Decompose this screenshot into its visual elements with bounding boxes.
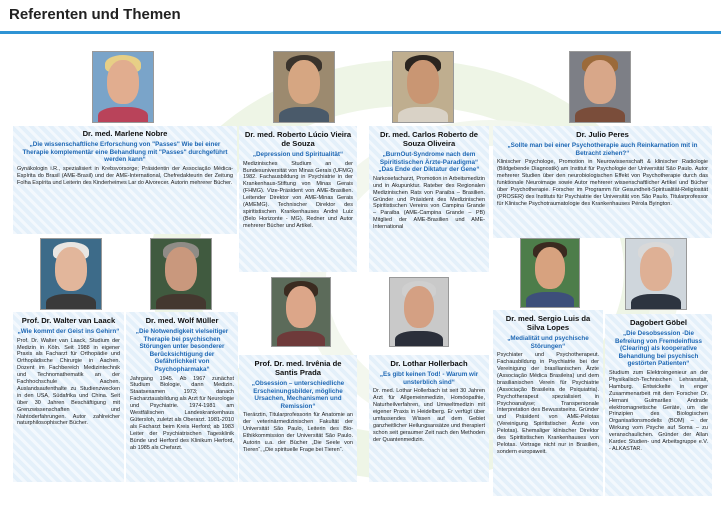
talk-title: „Es gibt keinen Tod! - Warum wir unsterblich sind“ [379,371,479,386]
speaker-name: Dr. med. Carlos Roberto de Souza Oliveira [380,130,478,148]
speaker-name: Dagobert Göbel [630,318,687,327]
speaker-card-oliveira [369,126,489,272]
speaker-photo-hollerbach [389,277,449,347]
speaker-card-lopes [493,310,603,496]
speaker-photo-oliveira [392,51,454,123]
talk-title: „Wie kommt der Geist ins Gehirn“ [17,328,120,335]
speaker-bio: Narkosefacharzt, Promotion in Arbeitsmedizin und in Akupunktur. Rateber des Regionalen Medizinischen Rats von Paraiba – Brasilien. Gründer und Präsident des Medizinischen Spiritistischen Vereins von Campina Grande – Paraiba (AME-Campina Grande – PB) Mitglied der AME-Brasilien und AME-International [373,175,485,231]
speaker-bio: Prof. Dr. Walter van Laack, Studium der Medizin in Köln. Seit 1988 in eigener Praxis als Facharzt für Orthopädie und Orthopädische Chirurgie in Aachen. Dozent im Fachbereich Medizintechnik und Technomathematik an der Fachhochschule Aachen. Auslandsaufenthalte zu Studienzwecken in den USA, Südafrika und China. Seit über 30 Jahren Beschäftigung mit Grenzwissenschaften und Nahtoderfahrungen. Autor zahlreicher naturphilosophischer Bücher. [17,337,120,427]
speaker-name: Dr. med. Marlene Nobre [82,129,168,138]
talk-title: „Die wissenschaftliche Erforschung von "Passes" Wie bei einer Therapie komplementär eine Behandlung mit "Passes" durchgeführt werden kann“ [22,141,228,164]
speaker-photo-prada [271,277,331,347]
talk-title: „Die Desobsession -Die Befreiung von Fremdeinfluss (Clearing) als kooperative Behandlung bei psychisch gestörten Patienten“ [614,330,703,368]
speaker-bio: Studium zum Elektroingenieur an der Physikalisch-Technischen Lehranstalt, Hamburg. Entwickelte in enger Zusammenarbeit mit dem Forscher Dr. Hernani Guimarães Andrade elektromagnetische Geräte, um die Prinzipien des Biologischen Organisationsmodells (BOM) – der Wirkung vom Psyche auf Soma – zu veranschaulichen. Gründer der Allan Kardec Studien- und Arbeitsgruppe e.V. - ALKASTAR. [609,369,708,452]
speaker-card-van-laack [13,312,124,482]
speaker-name: Prof. Dr. Walter van Laack [21,316,116,325]
talk-title: „Medialität und psychische Störungen“ [507,335,589,350]
speaker-name: Dr. med. Wolf Müller [145,316,219,325]
speaker-bio: Gynäkologin i.R., spezialisiert in Krebsvorsorge; Präsidentin der Associação Médica-Espírita do Brasil (AME-Brasil) und der AME-International, Chefredakteurin der Zeitung Folha Espírita und Leiterin des Kinderheimes Lar do Alvorecer. Autorin mehrerer Bücher. [17,165,233,186]
speaker-name: Prof. Dr. med. Irvênia de Santis Prada [254,359,342,377]
speaker-bio: Klinischer Psychologe, Promotion in Neurowissenschaft & klinischer Radiologie (Bildgebende Diagnostik) am Institut für Psychologie der Universität São Paulo. Autor mehrerer Studien über den neurobiologischen Effekt von Psychotherapie durch das funktionale Neuroimage sowie Autor mehrerer wissenschaftlicher Artikel und Bücher über Psychotherapie. Forscher im Programm für Gesundheit-Spiritualität-Religiosität (PROSER) des Instituts für Psychiatrie der Universität von São Paulo. Titularprofessor für Klinische Psychotraumatologie des Krankenhauses Pérola Byington. [497,159,708,207]
speaker-card-peres [493,126,712,238]
speaker-photo-lopes [520,238,580,308]
title-rule [0,31,721,34]
talk-title: „BurnOut-Syndrome nach dem Spiritistischen Ärzte-Paradigma“ „Das Ende der Diktatur der Gene“ [378,151,480,174]
speaker-name: Dr. Julio Peres [576,130,629,139]
speaker-name: Dr. med. Sergio Luis da Silva Lopes [505,314,591,332]
speaker-photo-mueller [150,238,212,310]
speaker-card-mueller [126,312,238,482]
speaker-card-vieira-de-souza [239,126,357,272]
speaker-bio: Psychiater und Psychotherapeut. Fachausbildung in Psychiatrie bei der Vereinigung der brasilianischen Ärzte (Associação Médica Brasileira) und dem brasilianischen Verein für Psychiatrie (Associação Brasileira de Psiquiatria). Psychotherapeut spezialisiert in Psychoanalyse; Transpersonale Interpretation des Bewusstseins. Gründer und Präsident von AME-Pelotas (Vereinigung Spiritistischer Ärzte von Pelotas). Ehemaliger klinischer Direktor des Spiritistischen Krankenhauses von Pelotas. Vortrage nicht nur in Brasilien, sondern europaweit. [497,352,599,455]
speaker-bio: Tierärztin, Titularprofessorin für Anatomie an der veterinärmedizinischen Fakultät der Universität São Paulo, Leiterin des Bio-Ethikkommission der Universität São Paulo. Autorin u.a. der Bücher „Die Seele von Tieren“, „Die spirituelle Frage bei Tieren“. [243,412,353,453]
talk-title: „Sollte man bei einer Psychotherapie auch Reinkarnation mit in Betracht ziehen?“ [507,142,698,157]
speaker-card-nobre [13,126,237,234]
speaker-photo-van-laack [40,238,102,310]
talk-title: „Obsession – unterschiedliche Erscheinungsbilder, mögliche Ursachen, Mechanismen und Remission“ [251,380,345,410]
speaker-card-goebel [605,314,712,496]
page-title: Referenten und Themen [9,6,181,23]
speaker-bio: Jahrgang 1945. Ab 1967 zunächst Studium Biologie, dann Medizin. Staatsexamen 1973; danach Facharztausbildung als Arzt für Neurologie und Psychiatrie. 1974-1981 am Westfälischen Landeskrankenhaus Gütersloh, zuletzt als Oberarzt. 1981-2010 als Facharzt beim Kreis Herford; ab 1983 Leiter der Psychiatrischen Tagesklinik Bünde und Herford des Klinikum Herford, ab 1985 als Chefarzt. [130,375,234,451]
speaker-bio: Medizinisches Studium an der Bundesuniversität von Minas Gerais (UFMG) 1982. Fachausbildung in Psychiatrie in der Krankenhaus-Stiftung von Minas Gerais (FHMG). Vize-Präsident von AME-Brasilien. Leitender Direktor von AME-Minas Gerais (AMEMG). Technischer Direktor des spiritistischen Krankenhauses André Luiz (Belo Horizonte - MG). Redner und Autor mehrerer Bücher und Artikel. [243,160,353,229]
talk-title: „Depression und Spiritualität“ [252,151,344,158]
speaker-photo-nobre [92,51,154,123]
speaker-card-hollerbach [369,355,489,482]
speaker-photo-peres [569,51,631,123]
speaker-bio: Dr. med. Lothar Hollerbach ist seit 30 Jahren Arzt für Allgemeinmedizin, Homöopathie, Naturheilverfahren, und Umweltmedizin mit eigener Praxis in Heidelberg. Er verfügt über umfassendes Wissen auf dem Gebiet ganzheitlicher Heilungsansätze und therapiert schon seit geraumer Zeit nach den Methoden der Quantenmedizin. [373,388,485,443]
speaker-photo-vieira-de-souza [273,51,335,123]
speaker-name: Dr. Lothar Hollerbach [390,359,468,368]
speaker-card-prada [239,355,357,482]
speaker-name: Dr. med. Roberto Lúcio Vieira de Souza [244,130,352,148]
speaker-photo-goebel [625,238,687,310]
talk-title: „Die Notwendigkeit vielseitiger Therapie bei psychischen Störungen unter besonderer Berücksichtigung der Gefährlichkeit von Psychopharmaka“ [135,328,229,373]
